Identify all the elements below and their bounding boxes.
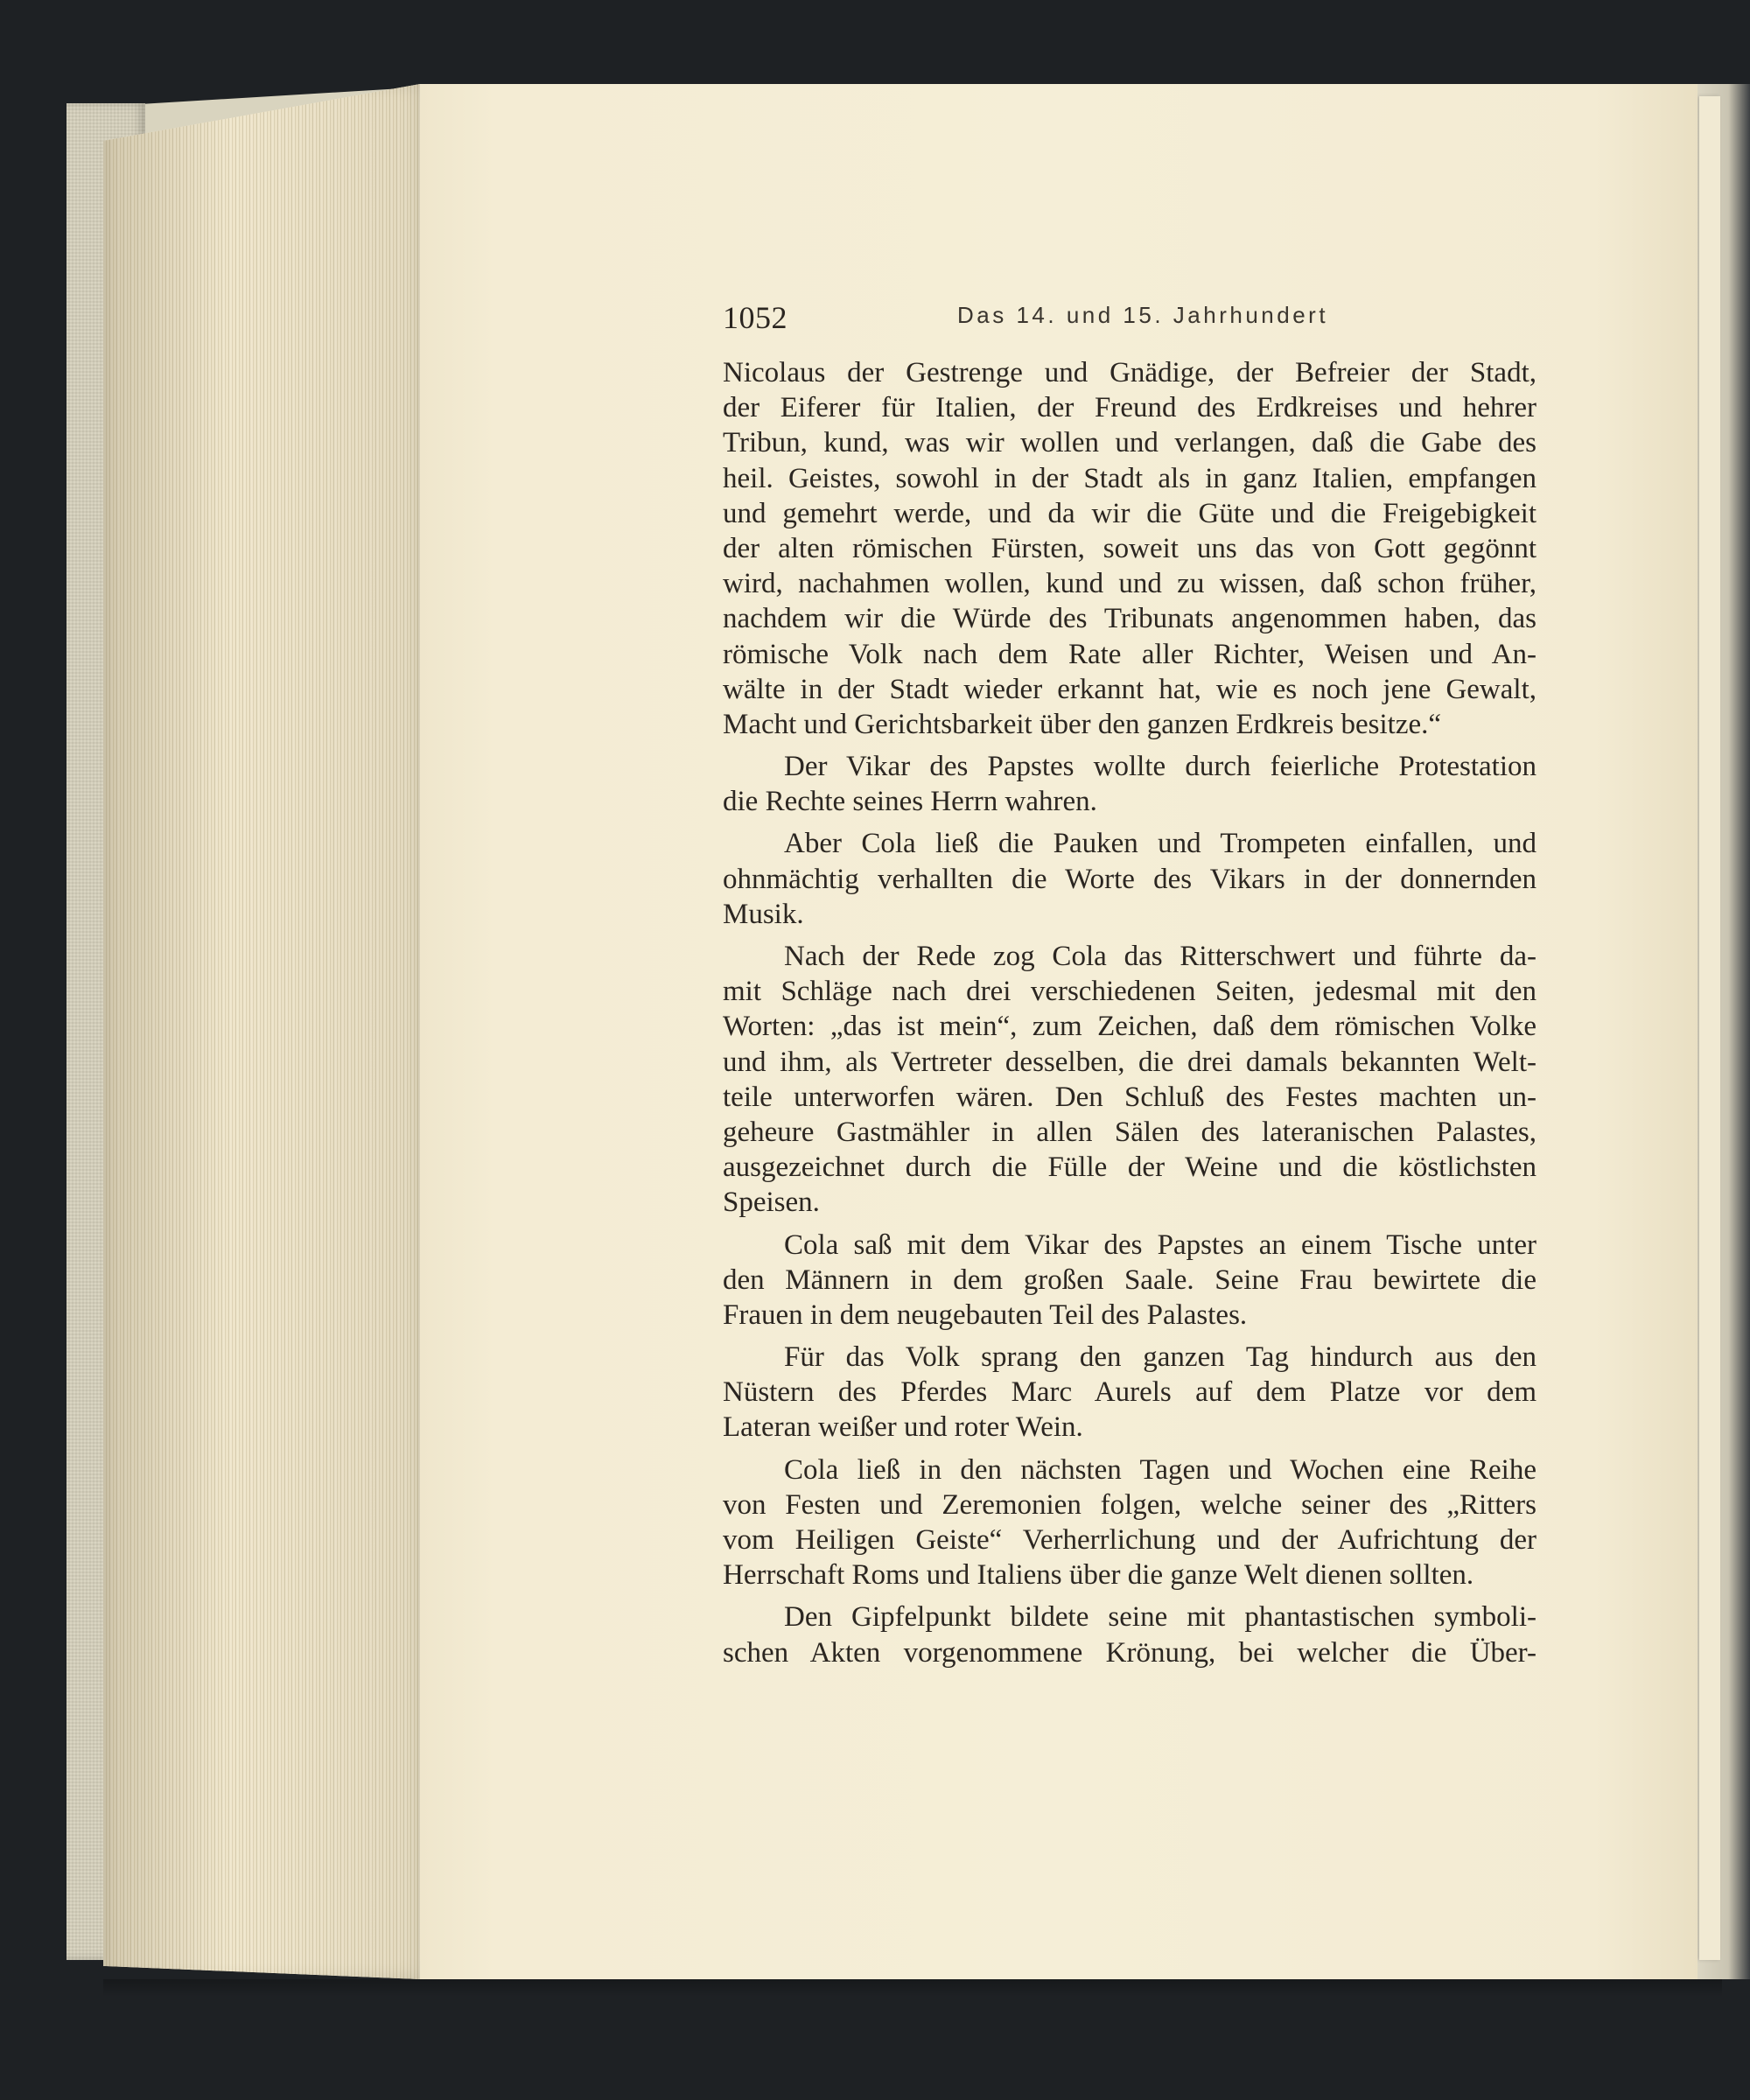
paragraph <box>723 939 1536 1221</box>
text-line: und gemehrt werde, und da wir die Güte und die Freigebigkeit <box>723 497 1536 529</box>
paragraph <box>723 826 1536 932</box>
text-line: Der Vikar des Papstes wollte durch feierliche Protestation <box>784 751 1536 783</box>
text-line: Den Gipfelpunkt bildete seine mit phantastischen symboli- <box>784 1601 1536 1634</box>
facing-page-edge <box>1699 96 1720 1960</box>
paragraph <box>723 1600 1536 1670</box>
text-line: nachdem wir die Würde des Tribunats angenommen haben, das <box>723 603 1536 635</box>
text-line: Nicolaus der Gestrenge und Gnädige, der Befreier der Stadt, <box>723 357 1536 388</box>
text-line: der alten römischen Fürsten, soweit uns das von Gott gegönnt <box>723 532 1536 564</box>
text-line: teile unterworfen wären. Den Schluß des Festes machten un- <box>723 1081 1536 1113</box>
page-number: 1052 <box>723 300 788 335</box>
text-line: von Festen und Zeremonien folgen, welche seiner des „Ritters <box>723 1488 1536 1521</box>
text-line: ausgezeichnet durch die Fülle der Weine und die köstlichsten <box>723 1152 1536 1184</box>
text-line: Herrschaft Roms und Italiens über die ganze Welt dienen sollten. <box>723 1559 1474 1592</box>
text-line: Cola ließ in den nächsten Tagen und Wochen eine Reihe <box>784 1453 1536 1486</box>
text-line: wälte in der Stadt wieder erkannt hat, wie es noch jene Gewalt, <box>723 673 1536 705</box>
text-line: vom Heiligen Geiste“ Verherrlichung und der Aufrichtung der <box>723 1524 1536 1556</box>
text-line: Macht und Gerichtsbarkeit über den ganzen Erdkreis besitze.“ <box>723 708 1442 740</box>
paragraph <box>723 355 1536 742</box>
text-line: schen Akten vorgenommene Krönung, bei welcher die Über- <box>723 1636 1536 1669</box>
text-line: Frauen in dem neugebauten Teil des Palastes. <box>723 1298 1248 1331</box>
text-line: Nüstern des Pferdes Marc Aurels auf dem Platze vor dem <box>723 1376 1536 1409</box>
text-line: Für das Volk sprang den ganzen Tag hindurch aus den <box>784 1341 1536 1374</box>
text-line: den Männern in dem großen Saale. Seine Frau bewirtete die <box>723 1264 1536 1296</box>
text-line: wird, nachahmen wollen, kund und zu wissen, daß schon früher, <box>723 568 1536 600</box>
text-line: Cola saß mit dem Vikar des Papstes an einem Tische unter <box>784 1228 1536 1261</box>
paragraph <box>723 1452 1536 1593</box>
paragraph <box>723 749 1536 819</box>
text-line: Aber Cola ließ die Pauken und Trompeten einfallen, und <box>784 828 1536 860</box>
text-line: Tribun, kund, was wir wollen und verlangen, daß die Gabe des <box>723 427 1536 459</box>
running-head <box>723 290 1536 334</box>
text-line: der Eiferer für Italien, der Freund des Erdkreises und hehrer <box>723 392 1536 424</box>
page-edges-shade <box>103 84 420 1979</box>
text-line: Worten: „das ist mein“, zum Zeichen, daß dem römischen Volke <box>723 1011 1536 1043</box>
text-line: Speisen. <box>723 1186 820 1219</box>
text-line: geheure Gastmähler in allen Sälen des lateranischen Palastes, <box>723 1116 1536 1148</box>
text-line: römische Volk nach dem Rate aller Richter, Weisen und An- <box>723 638 1536 670</box>
text-line: die Rechte seines Herrn wahren. <box>723 786 1097 818</box>
running-head-title: Das 14. und 15. Jahrhundert <box>957 302 1329 328</box>
paragraph <box>723 1340 1536 1446</box>
text-line: mit Schläge nach drei verschiedenen Seiten, jedesmal mit den <box>723 976 1536 1008</box>
text-line: Lateran weißer und roter Wein. <box>723 1411 1083 1444</box>
text-line: heil. Geistes, sowohl in der Stadt als in ganz Italien, empfangen <box>723 462 1536 494</box>
text-line: Nach der Rede zog Cola das Ritterschwert und führte da- <box>784 941 1536 972</box>
text-line: ohnmächtig verhallten die Worte des Vikars in der donnernden <box>723 863 1536 895</box>
paragraph <box>723 1228 1536 1334</box>
body-text <box>723 355 1536 1670</box>
text-line: und ihm, als Vertreter desselben, die drei damals bekannten Welt- <box>723 1046 1536 1078</box>
text-line: Musik. <box>723 898 804 930</box>
page-text-block <box>723 290 1536 1670</box>
book-bottom-shadow <box>103 1979 1722 1997</box>
